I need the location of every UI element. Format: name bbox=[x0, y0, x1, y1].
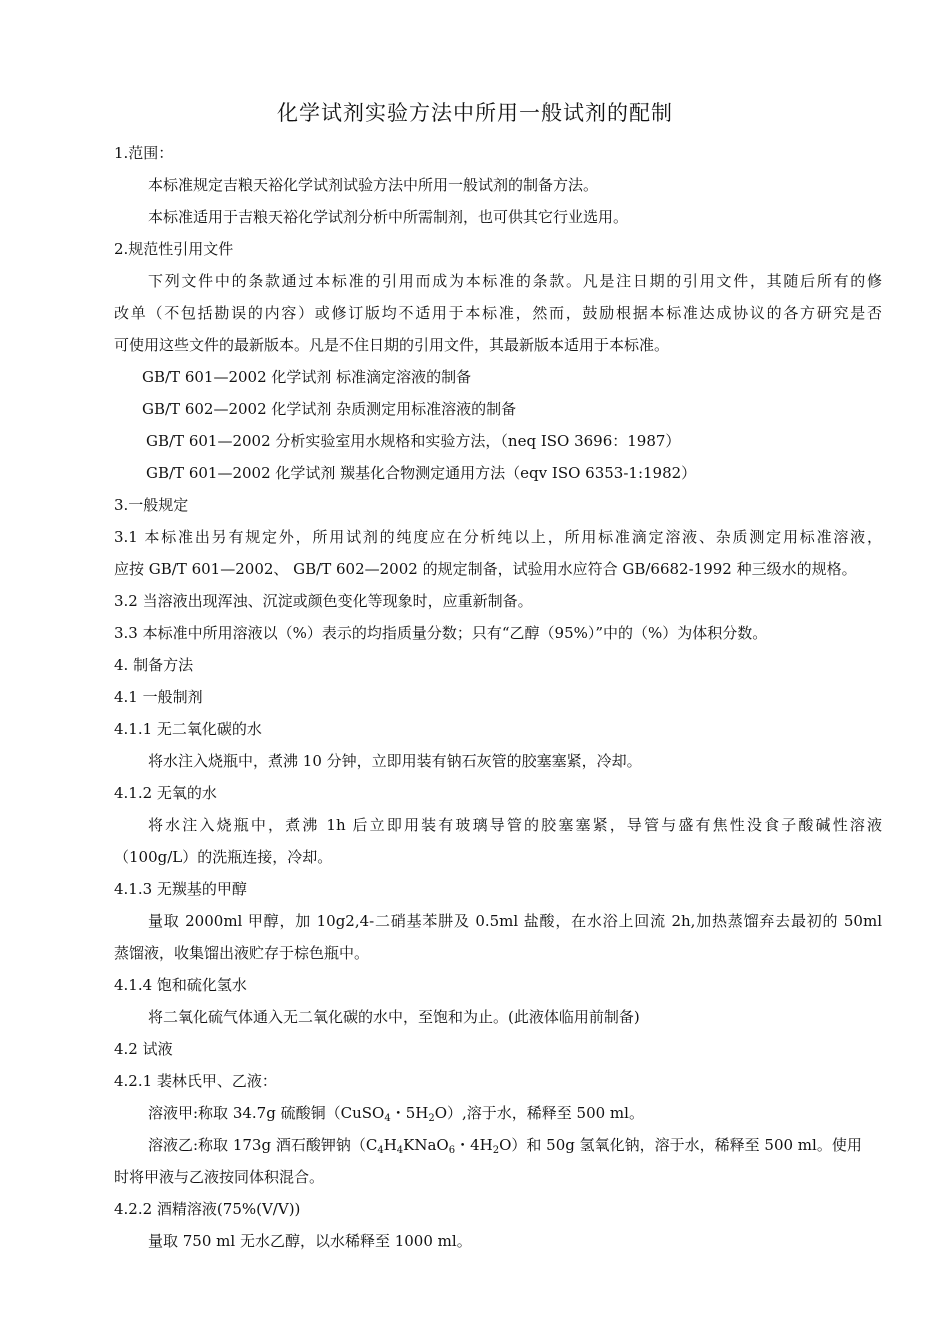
section-heading-scope: 1.范围： bbox=[114, 144, 174, 162]
reference-item: GB/T 601—2002 化学试剂 标准滴定溶液的制备 bbox=[142, 368, 472, 386]
reference-item: GB/T 601—2002 分析实验室用水规格和实验方法，（neq ISO 3696：1987） bbox=[146, 432, 681, 450]
paragraph-line: 量取 750 ml 无水乙醇，以水稀释至 1000 ml。 bbox=[148, 1232, 472, 1250]
paragraph-line: 3.1 本标准出另有规定外，所用试剂的纯度应在分析纯以上，所用标准滴定溶液、杂质测定用标准溶液， bbox=[114, 528, 882, 546]
paragraph-line: 改单（不包括勘误的内容）或修订版均不适用于本标准，然而，鼓励根据本标准达成协议的各方研究是否 bbox=[114, 304, 882, 322]
reference-item: GB/T 602—2002 化学试剂 杂质测定用标准溶液的制备 bbox=[142, 400, 517, 418]
paragraph-line: 应按 GB/T 601—2002、 GB/T 602—2002 的规定制备，试验用水应符合 GB/6682-1992 种三级水的规格。 bbox=[114, 560, 857, 578]
subscript: 2 bbox=[492, 1145, 500, 1156]
section-heading-references: 2.规范性引用文件 bbox=[114, 240, 234, 258]
subsection-heading: 4.1.1 无二氧化碳的水 bbox=[114, 720, 262, 738]
paragraph-line: 3.3 本标准中所用溶液以（%）表示的均指质量分数；只有“乙醇（95%）”中的（%）为体积分数。 bbox=[114, 624, 768, 642]
section-heading-general: 3.一般规定 bbox=[114, 496, 189, 514]
paragraph-line: 本标准适用于吉粮天裕化学试剂分析中所需制剂，也可供其它行业选用。 bbox=[148, 208, 629, 226]
text-run: O）,溶于水，稀释至 500 ml。 bbox=[434, 1104, 644, 1122]
subsection-heading: 4.2.1 裴林氏甲、乙液： bbox=[114, 1072, 277, 1090]
subscript: 4 bbox=[384, 1113, 391, 1124]
text-run: ・5H bbox=[390, 1104, 429, 1122]
formula-line-solution-a bbox=[148, 1103, 644, 1123]
text-run: KNaO bbox=[403, 1136, 449, 1154]
text-run: ・4H bbox=[455, 1136, 493, 1154]
paragraph-line: 将二氧化硫气体通入无二氧化碳的水中，至饱和为止。(此液体临用前制备) bbox=[148, 1008, 640, 1026]
subscript: 6 bbox=[448, 1145, 456, 1156]
subscript: 4 bbox=[377, 1145, 384, 1156]
text-run: 溶液乙:称取 173g 酒石酸钾钠（C bbox=[148, 1136, 378, 1154]
paragraph-line: 本标准规定吉粮天裕化学试剂试验方法中所用一般试剂的制备方法。 bbox=[148, 176, 599, 194]
subscript: 2 bbox=[428, 1113, 435, 1124]
paragraph-line: 将水注入烧瓶中，煮沸 1h 后立即用装有玻璃导管的胶塞塞紧，导管与盛有焦性没食子酸碱性溶液 bbox=[148, 816, 882, 834]
paragraph-line: 下列文件中的条款通过本标准的引用而成为本标准的条款。凡是注日期的引用文件，其随后所有的修 bbox=[148, 272, 882, 290]
subsection-heading: 4.1.2 无氧的水 bbox=[114, 784, 217, 802]
paragraph-line: 蒸馏液，收集馏出液贮存于棕色瓶中。 bbox=[114, 944, 370, 962]
reference-item: GB/T 601—2002 化学试剂 羰基化合物测定通用方法（eqv ISO 6353-1:1982） bbox=[146, 464, 697, 482]
page-title: 化学试剂实验方法中所用一般试剂的配制 bbox=[277, 101, 673, 125]
paragraph-line: （100g/L）的洗瓶连接，冷却。 bbox=[114, 848, 333, 866]
section-heading-methods: 4. 制备方法 bbox=[114, 656, 194, 674]
subsection-heading: 4.2.2 酒精溶液(75%(V/V)) bbox=[114, 1200, 301, 1218]
formula-line-solution-b bbox=[148, 1135, 862, 1155]
subsection-heading: 4.1 一般制剂 bbox=[114, 688, 203, 706]
paragraph-line: 量取 2000ml 甲醇，加 10g2,4-二硝基苯肼及 0.5ml 盐酸，在水浴上回流 2h,加热蒸馏弃去最初的 50ml bbox=[148, 912, 882, 930]
subsection-heading: 4.1.4 饱和硫化氢水 bbox=[114, 976, 247, 994]
text-run: 溶液甲:称取 34.7g 硫酸铜（CuSO bbox=[148, 1104, 385, 1122]
paragraph-line: 将水注入烧瓶中，煮沸 10 分钟，立即用装有钠石灰管的胶塞塞紧，冷却。 bbox=[148, 752, 642, 770]
text-run: O）和 50g 氢氧化钠，溶于水，稀释至 500 ml。使用 bbox=[499, 1136, 862, 1154]
text-run: H bbox=[383, 1136, 397, 1154]
subscript: 4 bbox=[396, 1145, 404, 1156]
paragraph-line: 可使用这些文件的最新版本。凡是不住日期的引用文件，其最新版本适用于本标准。 bbox=[114, 336, 670, 354]
subsection-heading: 4.1.3 无羰基的甲醇 bbox=[114, 880, 247, 898]
paragraph-line: 时将甲液与乙液按同体积混合。 bbox=[114, 1168, 325, 1186]
paragraph-line: 3.2 当溶液出现浑浊、沉淀或颜色变化等现象时，应重新制备。 bbox=[114, 592, 533, 610]
subsection-heading: 4.2 试液 bbox=[114, 1040, 173, 1058]
